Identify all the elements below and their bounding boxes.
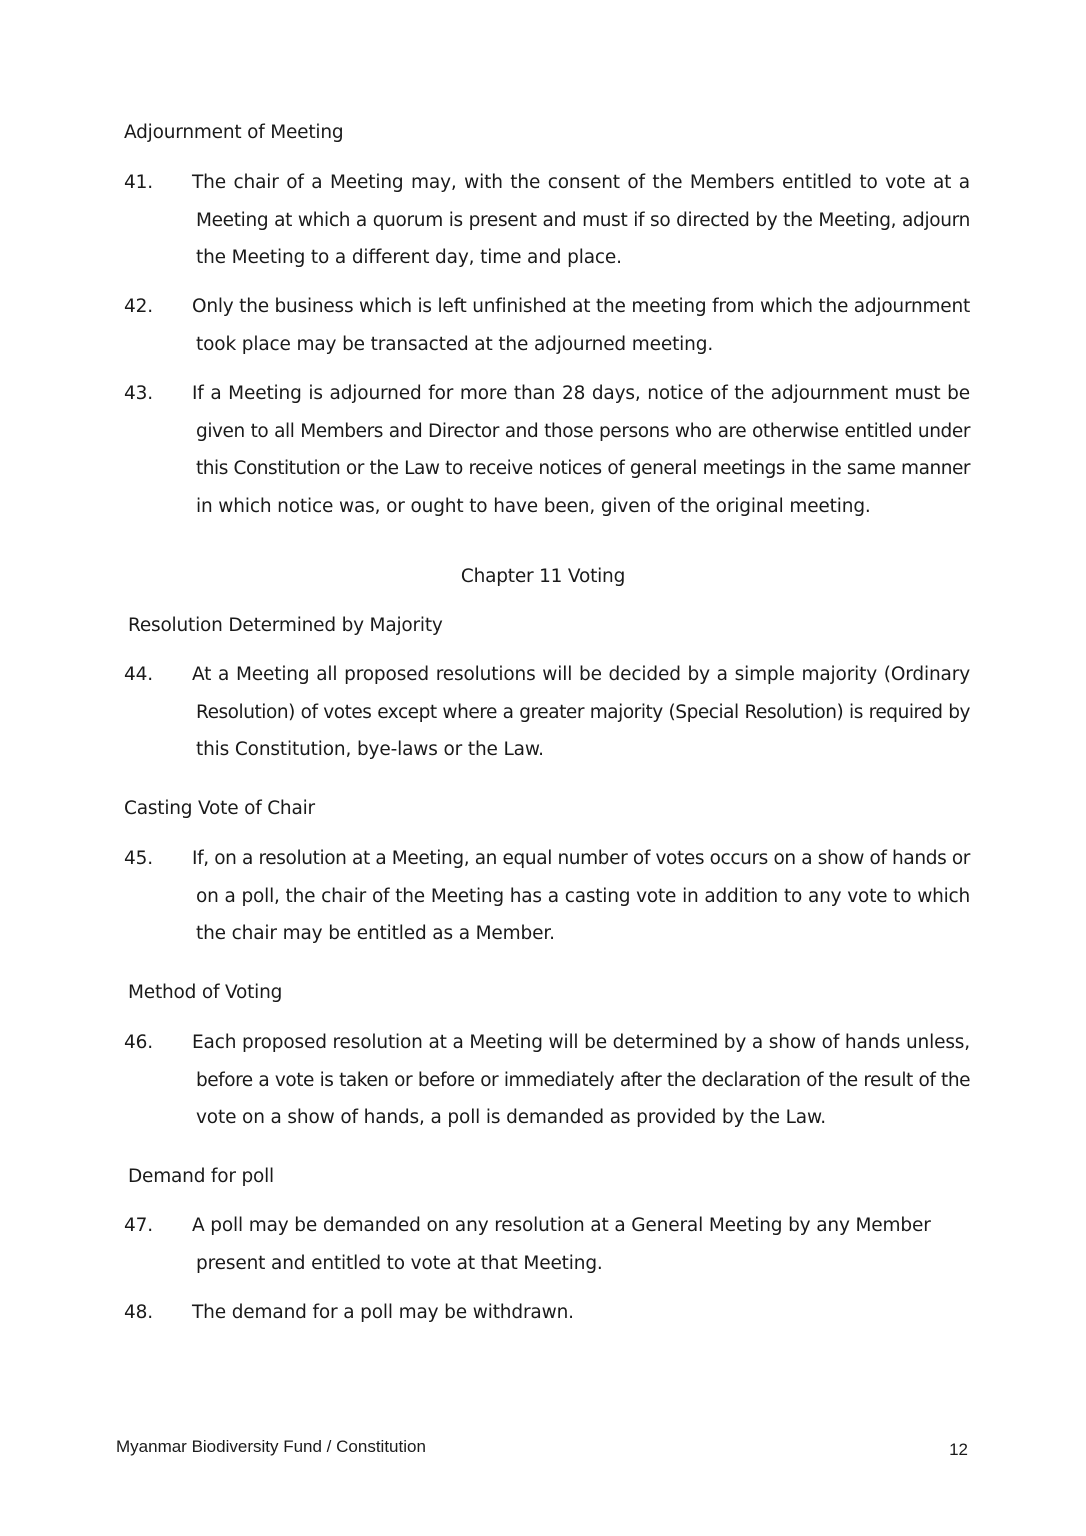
clause-number: 48. [124,1302,153,1323]
clause-44 [124,656,970,769]
clause-line: Each proposed resolution at a Meeting will be determined by a show of hands unless, [192,1032,970,1053]
chapter-title: Chapter 11 Voting [460,566,626,587]
section-heading-demand-for-poll: Demand for poll [128,1166,274,1187]
clause-number: 44. [124,664,153,685]
clause-line: Meeting at which a quorum is present and must if so directed by the Meeting, adjourn [196,209,970,231]
clause-42 [124,288,970,363]
clause-47 [124,1207,970,1282]
clause-43 [124,375,970,525]
clause-48 [124,1294,970,1332]
clause-line: this Constitution or the Law to receive notices of general meetings in the same manner [196,458,970,479]
clause-line: the chair may be entitled as a Member. [196,923,555,944]
clause-number: 41. [124,172,153,193]
clause-line: took place may be transacted at the adjourned meeting. [196,333,714,355]
clause-line: this Constitution, bye-laws or the Law. [196,739,544,760]
clause-45 [124,840,970,953]
clause-line: Only the business which is left unfinished at the meeting from which the adjournment [192,296,970,317]
clause-text [192,164,970,277]
clause-line: vote on a show of hands, a poll is demanded as provided by the Law. [196,1107,826,1128]
section-heading-method-of-voting: Method of Voting [128,982,283,1003]
clause-46 [124,1024,970,1137]
clause-text [192,288,970,363]
clause-line: If a Meeting is adjourned for more than 28 days, notice of the adjournment must be [192,383,970,404]
page-number: 12 [949,1440,968,1459]
clause-text [192,375,970,525]
section-heading-adjournment: Adjournment of Meeting [124,122,344,143]
clause-line: the Meeting to a different day, time and place. [196,247,622,268]
clause-number: 43. [124,383,153,404]
clause-text [192,1024,970,1137]
clause-number: 45. [124,848,153,869]
clause-line: on a poll, the chair of the Meeting has a casting vote in addition to any vote to which [196,885,970,907]
section-heading-casting-vote: Casting Vote of Chair [124,798,315,819]
clause-line: The chair of a Meeting may, with the consent of the Members entitled to vote at a [192,172,970,193]
footer-document-title: Myanmar Biodiversity Fund / Constitution [116,1437,426,1456]
clause-41 [124,164,970,277]
clause-text [192,656,970,769]
clause-number: 46. [124,1032,153,1053]
clause-line: At a Meeting all proposed resolutions will be decided by a simple majority (Ordinary [192,664,970,685]
section-heading-majority: Resolution Determined by Majority [128,615,443,636]
clause-line: in which notice was, or ought to have been, given of the original meeting. [196,495,871,517]
clause-number: 42. [124,296,153,317]
clause-line: before a vote is taken or before or immediately after the declaration of the result of the [196,1069,970,1091]
clause-line: If, on a resolution at a Meeting, an equal number of votes occurs on a show of hands or [192,848,970,869]
clause-line: present and entitled to vote at that Meeting. [196,1252,603,1274]
clause-number: 47. [124,1215,153,1236]
clause-line: Resolution) of votes except where a greater majority (Special Resolution) is required by [196,701,970,723]
clause-line: The demand for a poll may be withdrawn. [192,1302,574,1323]
clause-text [192,840,970,953]
clause-text [192,1294,970,1332]
clause-text [192,1207,970,1282]
clause-line: A poll may be demanded on any resolution at a General Meeting by any Member [192,1215,931,1236]
clause-line: given to all Members and Director and those persons who are otherwise entitled under [196,420,970,442]
